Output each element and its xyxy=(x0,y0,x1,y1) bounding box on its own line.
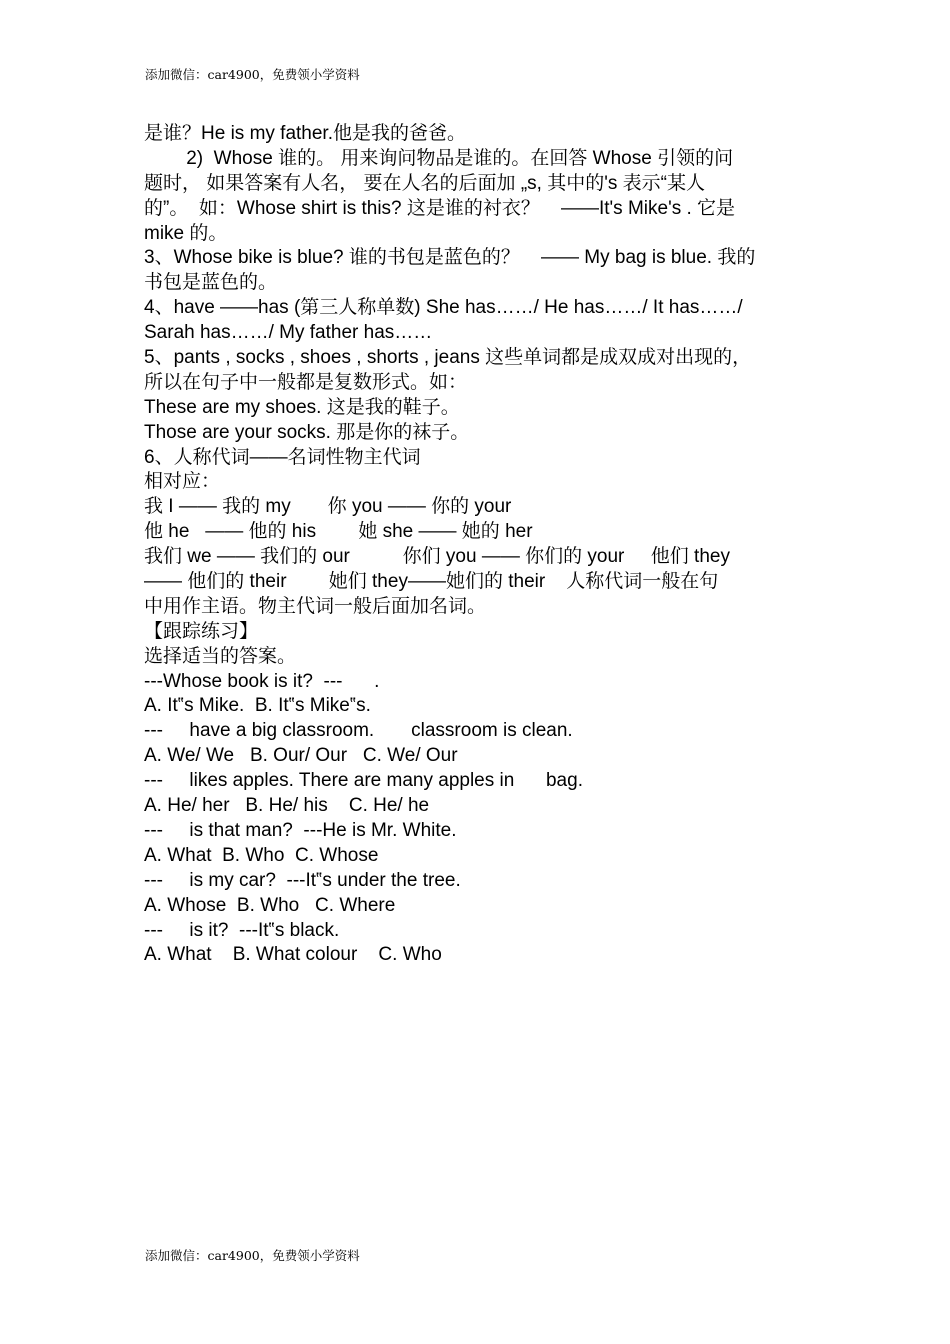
text-line: Those are your socks. 那是你的袜子。 xyxy=(144,421,470,443)
exercise-options: A. What B. What colour C. Who xyxy=(144,944,442,966)
text-line: 的”。 如：Whose shirt is this? 这是谁的衬衣？ ——It's Mike's . 它是 xyxy=(144,197,736,219)
exercise-options: A. Whose B. Who C. Where xyxy=(144,894,396,916)
exercise-question: --- is that man? ---He is Mr. White. xyxy=(144,819,457,841)
text-line: Sarah has……/ My father has…… xyxy=(144,322,433,344)
exercise-instruction: 选择适当的答案。 xyxy=(144,645,297,667)
text-line: 书包是蓝色的。 xyxy=(144,272,278,294)
text-line: 3、Whose bike is blue? 谁的书包是蓝色的？ —— My bag is blue. 我的 xyxy=(144,247,756,269)
text-line: 我 I —— 我的 my 你 you —— 你的 your xyxy=(144,496,512,518)
text-line: 相对应： xyxy=(144,471,221,493)
text-line: 题时， 如果答案有人名， 要在人名的后面加 „s, 其中的's 表示“某人 xyxy=(144,172,705,194)
text-line: 所以在句子中一般都是复数形式。如： xyxy=(144,371,468,393)
text-line: 是谁？He is my father.他是我的爸爸。 xyxy=(144,123,466,144)
exercise-options: A. It‟s Mike. B. It‟s Mike‟s. xyxy=(144,695,371,717)
exercise-options: A. What B. Who C. Whose xyxy=(144,844,379,866)
exercise-question: ---Whose book is it? --- . xyxy=(144,670,380,692)
text-line: 中用作主语。物主代词一般后面加名词。 xyxy=(144,595,487,617)
page-footer-watermark: 添加微信：car4900，免费领小学资料 xyxy=(145,1248,360,1263)
exercise-options: A. He/ her B. He/ his C. He/ he xyxy=(144,795,430,817)
section-heading: 【跟踪练习】 xyxy=(144,620,259,642)
exercise-question: --- is my car? ---It‟s under the tree. xyxy=(144,869,461,891)
exercise-question: --- have a big classroom. classroom is clean. xyxy=(144,720,573,742)
text-line: mike 的。 xyxy=(144,222,228,244)
page-header-watermark: 添加微信：car4900，免费领小学资料 xyxy=(145,67,360,82)
text-line: 我们 we —— 我们的 our 你们 you —— 你们的 your 他们 they xyxy=(144,546,730,568)
document-body xyxy=(144,122,808,968)
text-line: 6、人称代词——名词性物主代词 xyxy=(144,446,421,468)
text-line: These are my shoes. 这是我的鞋子。 xyxy=(144,396,460,418)
exercise-question: --- is it? ---It‟s black. xyxy=(144,919,340,941)
text-line: 2) Whose 谁的。 用来询问物品是谁的。在回答 Whose 引领的问 xyxy=(144,147,734,169)
exercise-question: --- likes apples. There are many apples in bag. xyxy=(144,770,583,792)
text-line: —— 他们的 their 她们 they——她们的 their 人称代词一般在句 xyxy=(144,571,719,593)
text-line: 他 he —— 他的 his 她 she —— 她的 her xyxy=(144,521,533,543)
text-line: 5、pants , socks , shoes , shorts , jeans 这些单词都是成双成对出现的， xyxy=(144,347,752,369)
exercise-options: A. We/ We B. Our/ Our C. We/ Our xyxy=(144,745,458,767)
text-line: 4、have ——has (第三人称单数) She has……/ He has……/ It has……/ xyxy=(144,297,743,319)
